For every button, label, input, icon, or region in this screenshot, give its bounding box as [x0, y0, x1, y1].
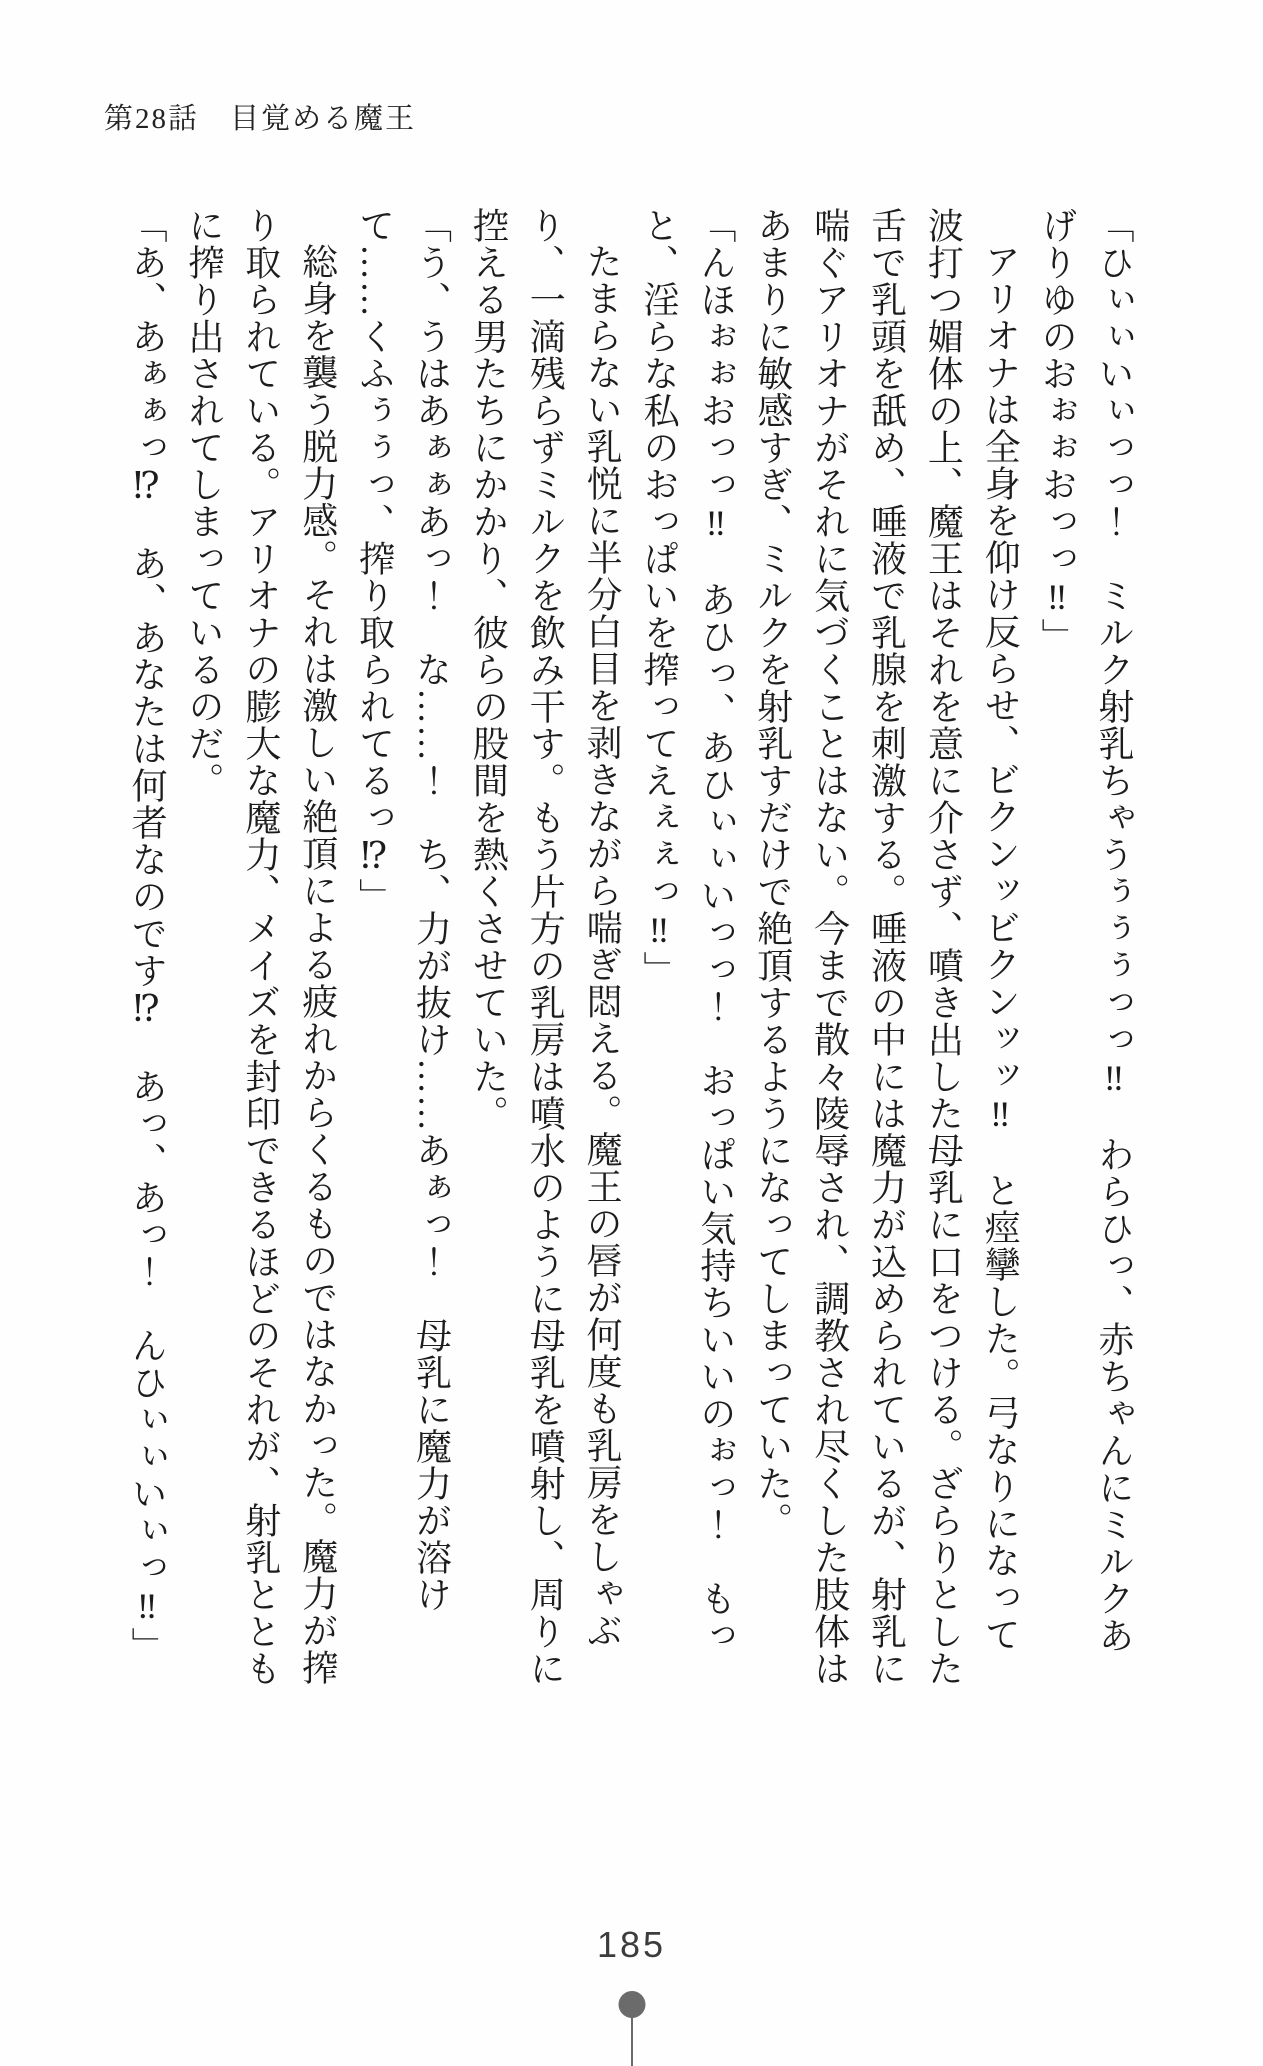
chapter-header: 第28話 目覚める魔王 [104, 103, 417, 135]
page-marker-line [631, 2014, 633, 2066]
paragraph: 総身を襲う脱力感。それは激しい絶頂による疲れからくるものではなかった。魔力が搾り取られている。アリオナの膨大な魔力、メイズを封印できるほどのそれが、射乳とともに搾り出されてしまっているのだ。 [184, 207, 338, 1687]
page-number: 185 [596, 1924, 667, 1965]
paragraph: たまらない乳悦に半分白目を剥きながら喘ぎ悶える。魔王の唇が何度も乳房をしゃぶり、一滴残らずミルクを飲み干す。もう片方の乳房は噴水のように母乳を噴射し、周りに控える男たちにかかり、彼らの股間を熱くさせていた。 [468, 207, 623, 1687]
body-text [118, 207, 1142, 1689]
paragraph: 「ひぃぃいぃっっ！ ミルク射乳ちゃうぅぅぅっっ‼ わらひっ、赤ちゃんにミルクあげりゆのおぉぉおっっ‼」 [1037, 207, 1134, 1654]
paragraph: 「んほぉぉおっっ‼ あひっ、あひぃぃいっっ！ おっぱい気持ちいいのぉっ！ もっと、淫らな私のおっぱいを搾ってえぇぇっ‼」 [639, 207, 736, 1654]
paragraph: 「う、うはあぁぁあっ！ な……！ ち、力が抜け……あぁっ！ 母乳に魔力が溶けて……くふぅぅっ、搾り取られてるっ⁉」 [354, 207, 452, 1613]
paragraph: アリオナは全身を仰け反らせ、ビクンッビクンッッ‼ と痙攣した。弓なりになって波打つ媚体の上、魔王はそれを意に介さず、噴き出した母乳に口をつける。ざらりとした舌で乳頭を舐め、唾液で乳腺を刺激する。唾液の中には魔力が込められているが、射乳に喘ぐアリオナがそれに気づくことはない。今まで散々陵辱され、調教され尽くした肢体はあまりに敏感すぎ、ミルクを射乳すだけで絶頂するようになってしまっていた。 [752, 207, 1021, 1687]
paragraph: 「あ、あぁぁっ⁉ あ、あなたは何者なのです⁉ あっ、あっ！ んひぃぃいぃっ‼」 [127, 207, 168, 1664]
page-footer [0, 1906, 1263, 2066]
